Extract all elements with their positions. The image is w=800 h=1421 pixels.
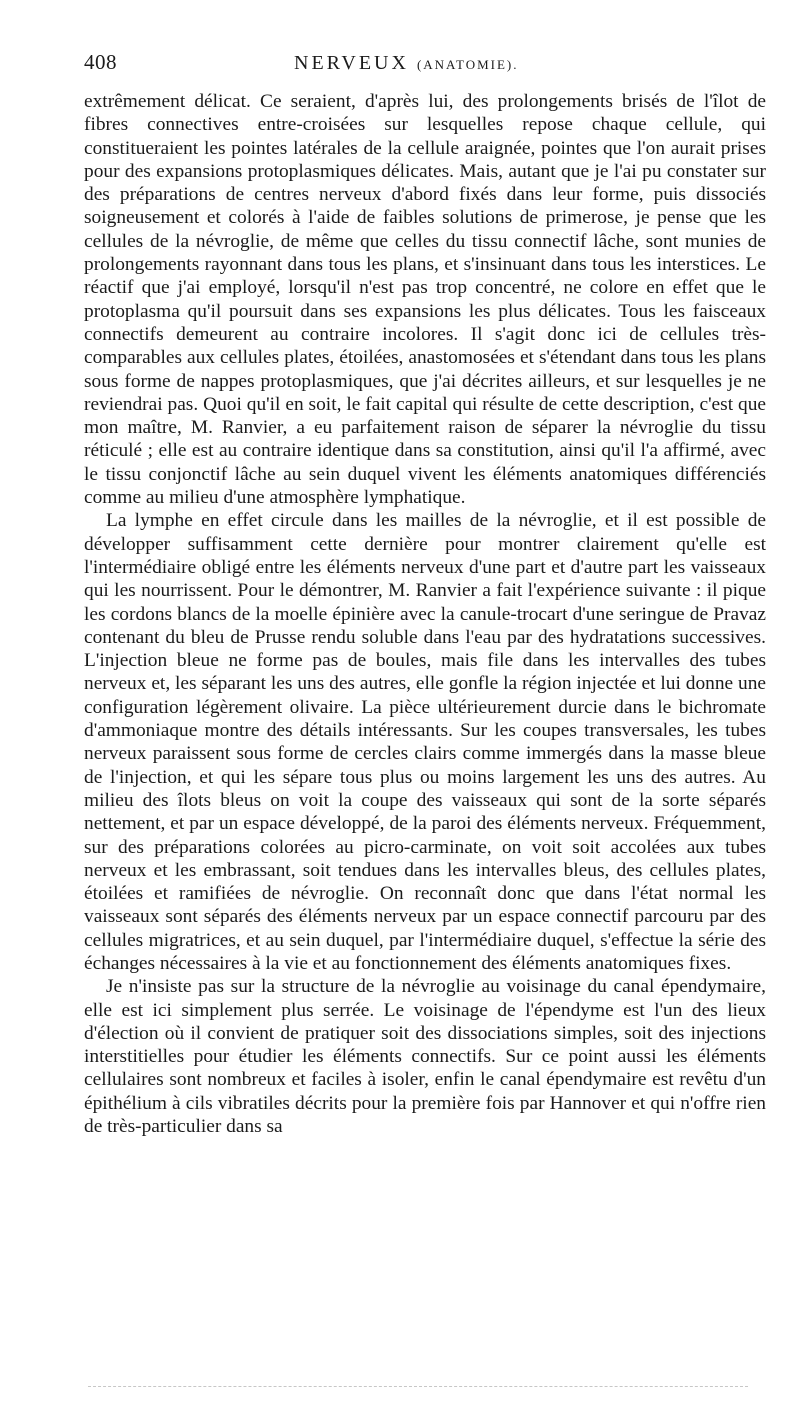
paragraph-lymph: La lymphe en effet circule dans les mailles de la névroglie, et il est possible de développer suffisamment cette dernière pour montrer clairement qu'elle est l'intermédiaire obligé entre les éléments nerveux d'une part et d'autre part les vaisseaux qui les nourrissent. Pour le démontrer, M. Ranvier a fait l'expérience suivante : il pique les cordons blancs de la moelle épinière avec la canule-trocart d'une seringue de Pravaz contenant du bleu de Prusse rendu soluble dans l'eau par des hydratations successives. L'injection bleue ne forme pas de boules, mais file dans les intervalles des tubes nerveux et, les séparant les uns des autres, elle gonfle la région injectée et lui donne une configuration légèrement olivaire. La pièce ultérieurement durcie dans le bichromate d'ammoniaque montre des détails intéressants. Sur les coupes transversales, les tubes nerveux paraissent sous forme de cercles clairs comme immergés dans la masse bleue de l'injection, et qui les sépare tous plus ou moins largement les uns des autres. Au milieu des îlots bleus on voit la coupe des vaisseaux qui sont de la sorte séparés nettement, et par un espace développé, de la paroi des éléments nerveux. Fréquemment, sur des préparations colorées au picro-carminate, on voit soit accolées aux tubes nerveux et les embrassant, soit tendues dans les intervalles bleus, des cellules plates, étoilées et ramifiées de névroglie. On reconnaît donc que dans l'état normal les vaisseaux sont séparés des éléments nerveux par un espace connectif parcouru par des cellules migratrices, et au sein duquel, par l'intermédiaire duquel, s'effectue la série des échanges nécessaires à la vie et au fonctionnement des éléments anatomiques fixes. [84,510,766,974]
footer-rule [88,1386,748,1387]
running-head-title: NERVEUX [294,52,409,74]
running-head [294,52,519,75]
page [84,50,766,1138]
page-header [84,50,766,90]
paragraph-ependymal-canal: Je n'insiste pas sur la structure de la névroglie au voisinage du canal épendymaire, elle est ici simplement plus serrée. Le voisinage de l'épendyme est l'un des lieux d'élection où il convient de pratiquer soit des dissociations simples, soit des injections interstitielles pour étudier les éléments connectifs. Sur ce point aussi les éléments cellulaires sont nombreux et faciles à isoler, enfin le canal épendymaire est revêtu d'un épithélium à cils vibratiles décrits pour la première fois par Hannover et qui n'offre rien de très-particulier dans sa [84,976,766,1138]
paragraph-continued: extrêmement délicat. Ce seraient, d'après lui, des prolongements brisés de l'îlot de fibres connectives entre-croisées sur lesquelles repose chaque cellule, qui constitueraient les pointes latérales de la cellule araignée, pointes que l'on aurait prises pour des expansions protoplasmiques délicates. Mais, autant que je l'ai pu constater sur des préparations de centres nerveux d'abord fixés dans leur forme, puis dissociés soigneusement et colorés à l'aide de faibles solutions de primerose, je pense que les cellules de la névroglie, de même que celles du tissu connectif lâche, sont munies de prolongements rayonnant dans tous les plans, et s'insinuant dans tous les interstices. Le réactif que j'ai employé, lorsqu'il n'est pas trop concentré, ne colore en effet que le protoplasma qu'il poursuit dans ses expansions les plus délicates. Tous les faisceaux connectifs demeurent au contraire incolores. Il s'agit donc ici de cellules très-comparables aux cellules plates, étoilées, anastomosées et s'étendant dans tous les plans sous forme de nappes protoplasmiques, que j'ai décrites ailleurs, et sur lesquelles je ne reviendrai pas. Quoi qu'il en soit, le fait capital qui résulte de cette description, c'est que mon maître, M. Ranvier, a eu parfaitement raison de séparer la névroglie du tissu réticulé ; elle est au contraire identique dans sa constitution, ainsi qu'il l'a affirmé, avec le tissu conjonctif lâche au sein duquel vivent les éléments anatomiques différenciés comme au milieu d'une atmosphère lymphatique. [84,91,766,509]
running-head-subtitle: (ANATOMIE). [416,57,519,72]
page-number: 408 [84,50,117,74]
body-text [84,90,766,1138]
